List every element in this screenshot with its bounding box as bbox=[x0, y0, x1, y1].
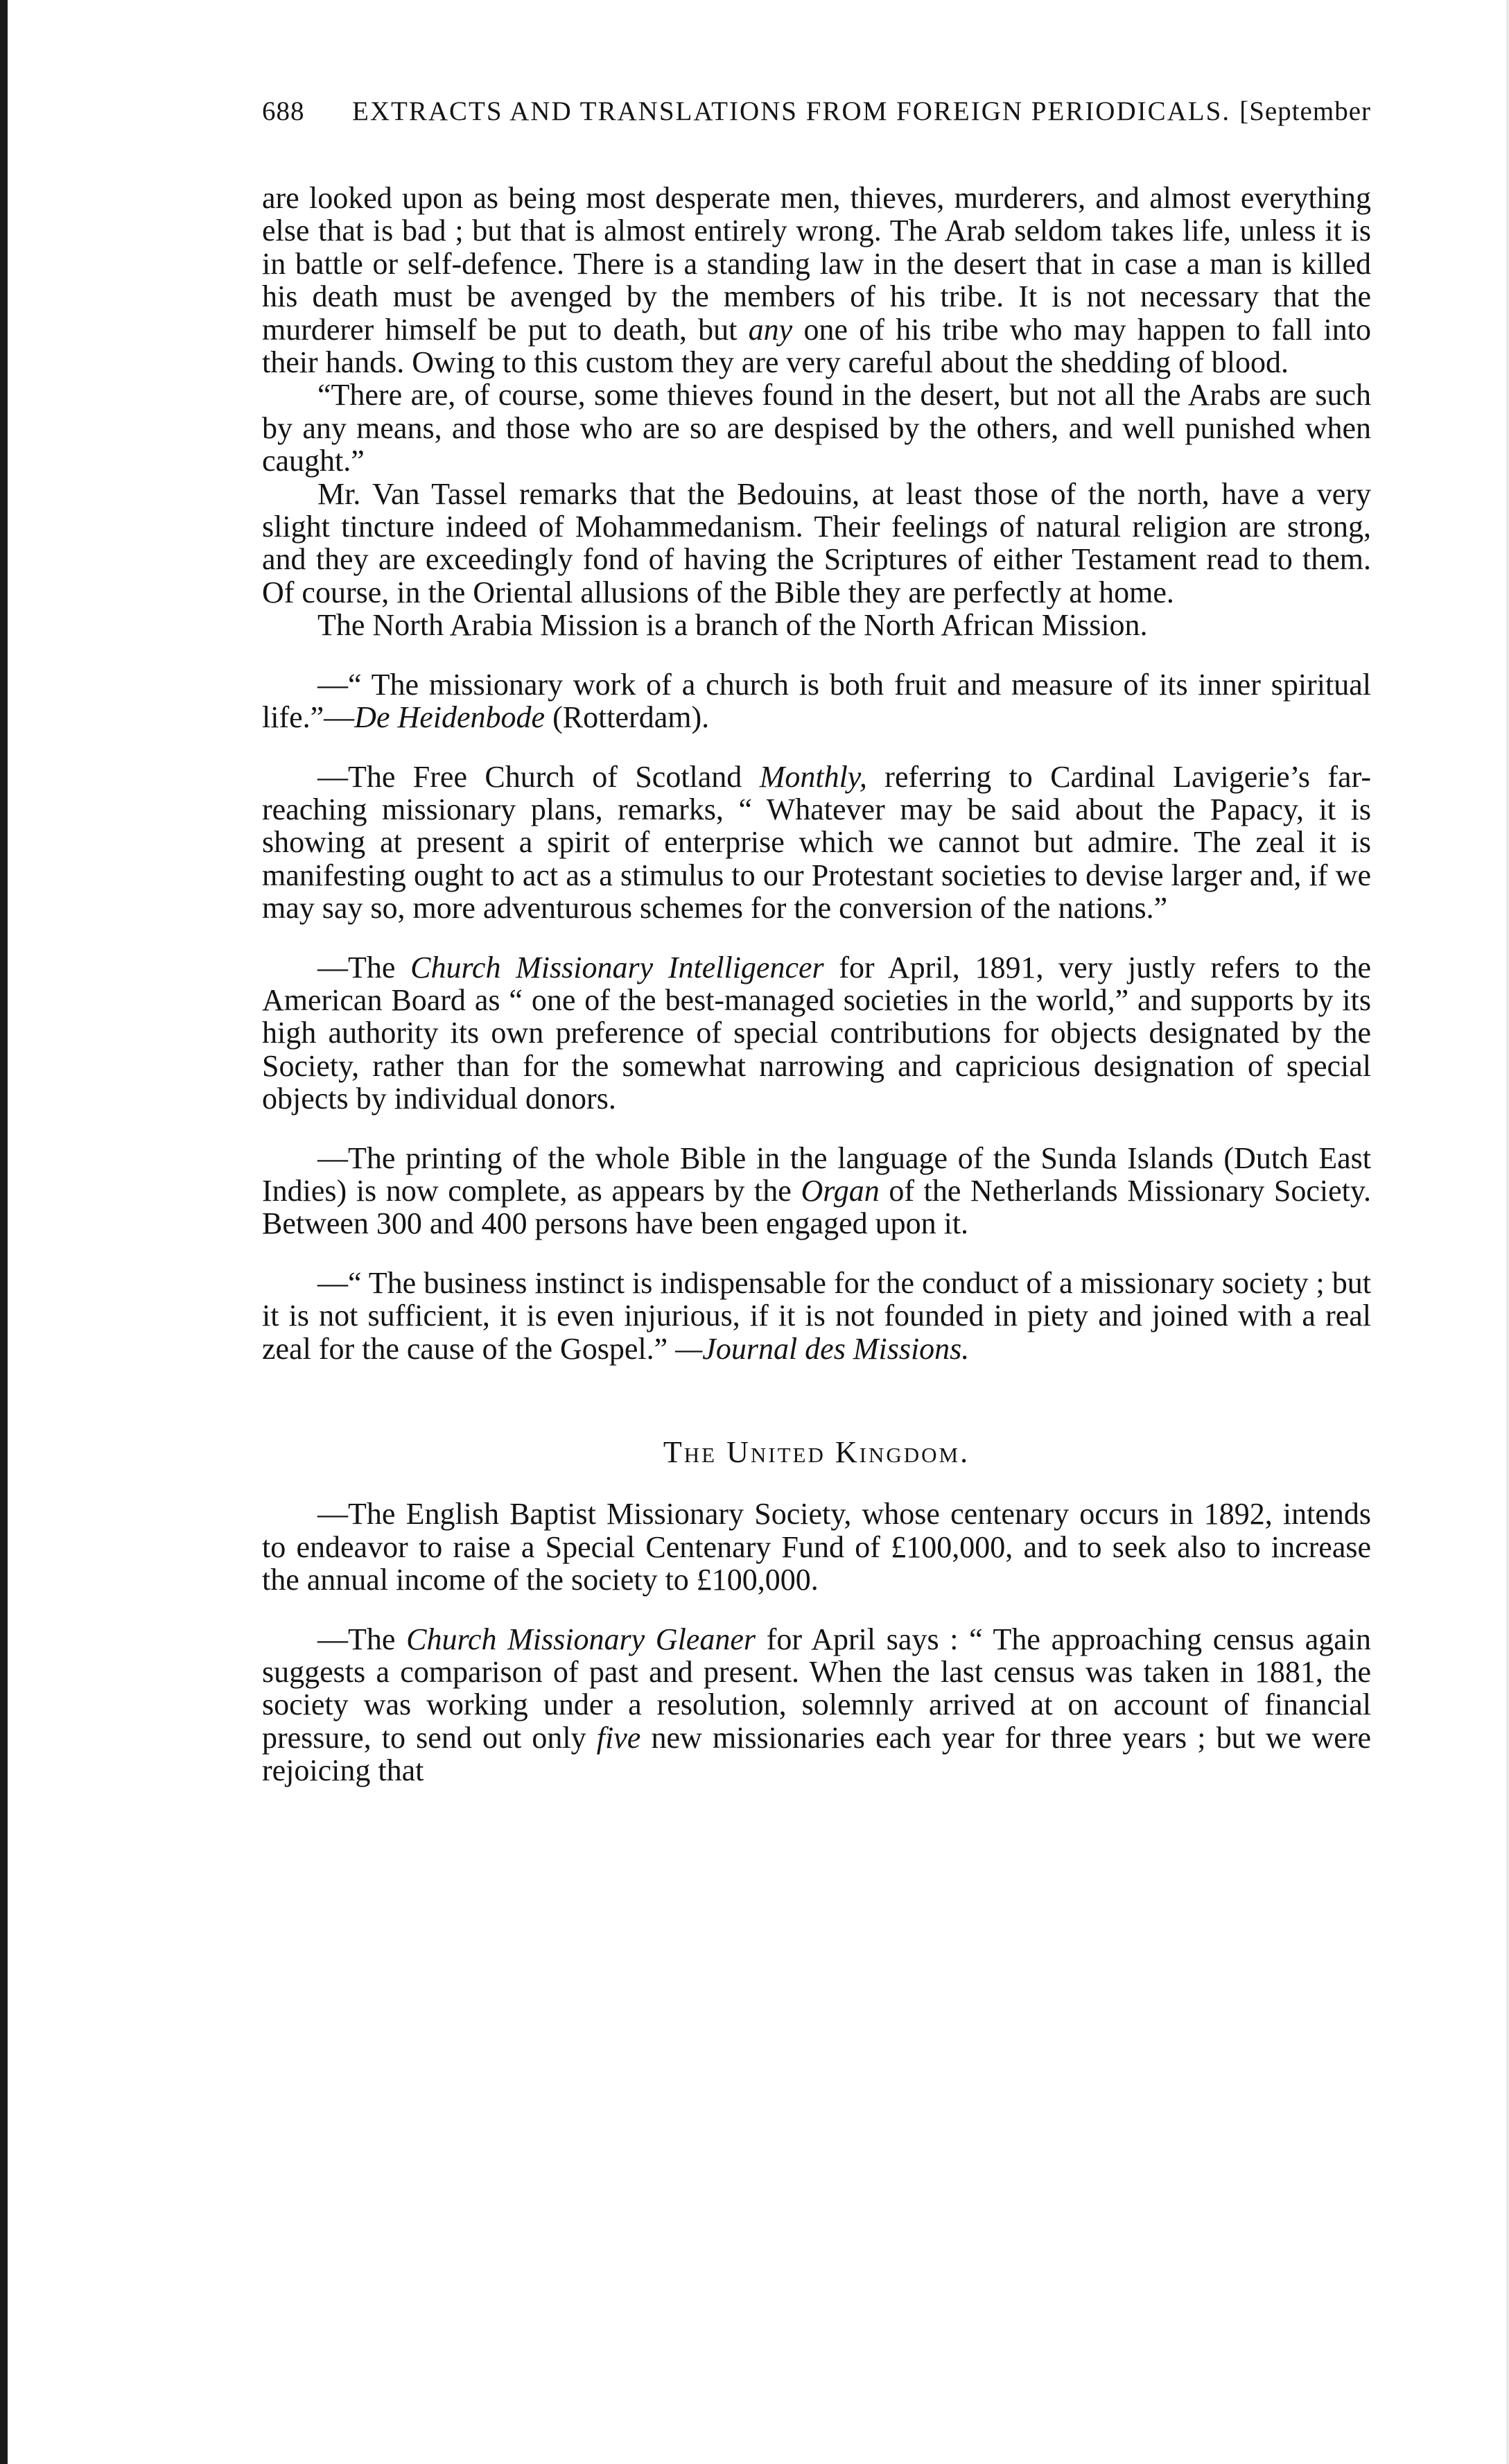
paragraph-2: “There are, of course, some thieves found in the desert, but not all the Arabs are such by any means, and those who are so are despised by the others, and well punished when caught.” bbox=[262, 378, 1371, 478]
paragraph-11: —The Church Missionary Gleaner for April says : “ The approaching census again suggests a comparison of past and present. When the last census was taken in 1881, the society was working under a resolution, solemnly arrived at on account of financial pressure, to send out only five new missionaries each year for three years ; but we were rejoicing that bbox=[262, 1622, 1372, 1788]
paragraph-8: —The printing of the whole Bible in the language of the Sunda Islands (Dutch East Indies) is now complete, as appears by the Organ of the Netherlands Missionary Society. Between 300 and 400 persons have been engaged upon it. bbox=[262, 1140, 1372, 1241]
page bbox=[262, 96, 1371, 1787]
paragraph-5: —“ The missionary work of a church is both fruit and measure of its inner spiritual life.”—De Heidenbode (Rotterdam). bbox=[262, 667, 1371, 735]
running-month: [September bbox=[1239, 96, 1371, 126]
paragraph-3: Mr. Van Tassel remarks that the Bedouins, at least those of the north, have a very slight tincture indeed of Mohammedanism. Their feelings of natural religion are strong, and they are exceedingly fond of having the Scriptures of either Testament read to them. Of course, in the Oriental allusions of the Bible they are perfectly at home. bbox=[262, 476, 1371, 609]
paragraph-1: are looked upon as being most desperate men, thieves, murderers, and almost everything else that is bad ; but that is almost entirely wrong. The Arab seldom takes life, unless it is in battle or self-defence. There is a standing law in the desert that in case a man is killed his death must be avenged by the members of his tribe. It is not necessary that the murderer himself be put to death, but any one of his tribe who may happen to fall into their hands. Owing to this custom they are very careful about the shedding of blood. bbox=[262, 181, 1372, 380]
paragraph-6: —The Free Church of Scotland Monthly, referring to Cardinal Lavigerie’s far-reaching missionary plans, remarks, “ Whatever may be said about the Papacy, it is showing at present a spirit of enterprise which we cannot but admire. The zeal it is manifesting ought to act as a stimulus to our Protestant societies to devise larger and, if we may say so, more adventurous schemes for the conversion of the nations.” bbox=[262, 759, 1371, 926]
paragraph-7: —The Church Missionary Intelligencer for April, 1891, very justly refers to the American Board as “ one of the best-managed societies in the world,” and supports by its high authority its own preference of special contributions for objects designated by the Society, rather than for the somewhat narrowing and capricious designation of special objects by individual donors. bbox=[262, 950, 1371, 1116]
article-body bbox=[262, 182, 1371, 1787]
running-head bbox=[262, 96, 1371, 139]
scan-edge-left bbox=[0, 0, 8, 2464]
page-number: 688 bbox=[262, 96, 305, 126]
paragraph-9: —“ The business instinct is indispensable for the conduct of a missionary society ; but it is not sufficient, it is even injurious, if it is not founded in piety and joined with a real zeal for the cause of the Gospel.” —Journal des Missions. bbox=[262, 1265, 1371, 1366]
running-title: EXTRACTS AND TRANSLATIONS FROM FOREIGN PERIODICALS. bbox=[352, 96, 1231, 126]
paragraph-4: The North Arabia Mission is a branch of the North African Mission. bbox=[317, 608, 1148, 643]
paragraph-10: —The English Baptist Missionary Society, whose centenary occurs in 1892, intends to endeavor to raise a Special Centenary Fund of £100,000, and to seek also to increase the annual income of the society to £100,000. bbox=[262, 1497, 1371, 1597]
section-heading: The United Kingdom. bbox=[663, 1435, 970, 1469]
scan-edge-right bbox=[1506, 0, 1509, 2464]
